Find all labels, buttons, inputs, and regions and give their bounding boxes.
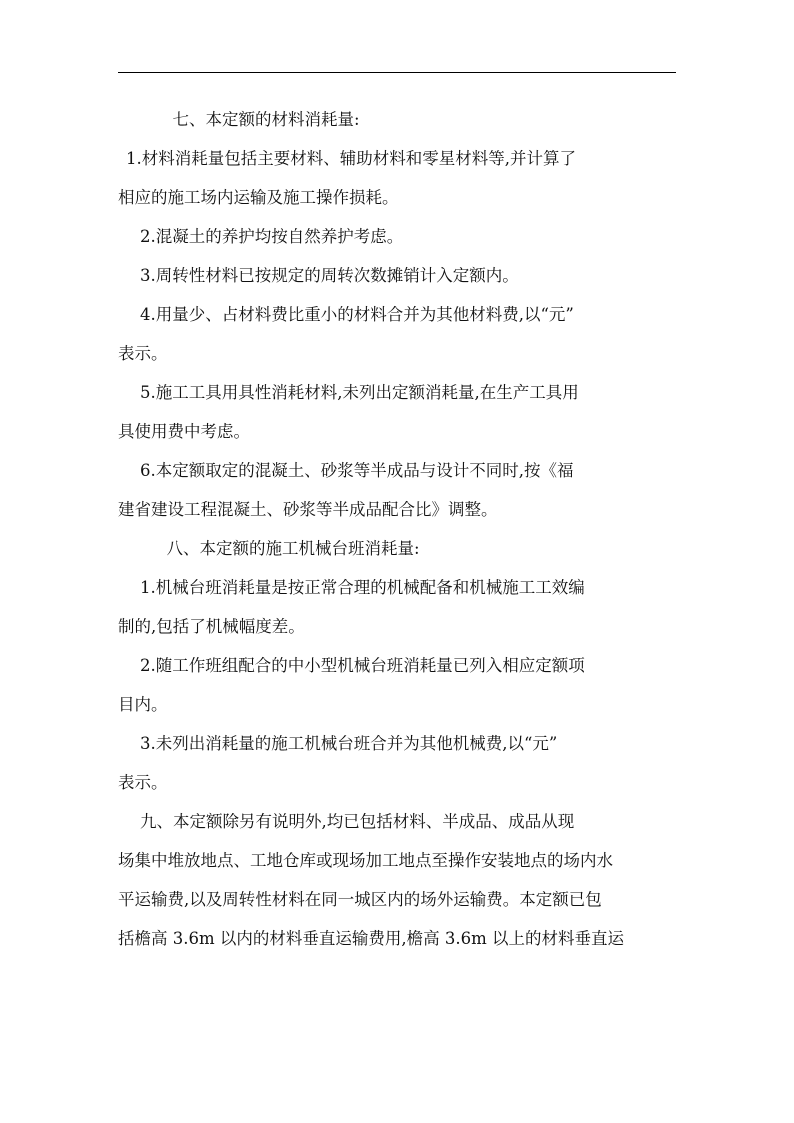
text-line: 括檐高 3.6m 以内的材料垂直运输费用,檐高 3.6m 以上的材料垂直运 [118, 929, 624, 948]
paragraph-7-6 [118, 451, 678, 529]
section-heading-9 [118, 802, 678, 958]
paragraph-8-2 [118, 646, 678, 724]
text-line: 建省建设工程混凝土、砂浆等半成品配合比》调整。 [118, 500, 498, 519]
text-line: 表示。 [118, 773, 168, 792]
paragraph-7-2 [118, 217, 678, 256]
text-line: 相应的施工场内运输及施工操作损耗。 [118, 188, 399, 207]
text-line: 制的,包括了机械幅度差。 [118, 617, 305, 636]
paragraph-7-3 [118, 256, 678, 295]
text-line: 表示。 [118, 344, 168, 363]
paragraph-8-3 [118, 724, 678, 802]
text-line: 具使用费中考虑。 [118, 422, 250, 441]
text-line: 目内。 [118, 695, 168, 714]
text-line: 3.周转性材料已按规定的周转次数摊销计入定额内。 [140, 266, 519, 285]
text-line: 4.用量少、占材料费比重小的材料合并为其他材料费,以“元” [140, 305, 574, 324]
paragraph-7-4 [118, 295, 678, 373]
paragraph-7-1 [118, 139, 678, 217]
text-line: 九、本定额除另有说明外,均已包括材料、半成品、成品从现 [140, 812, 575, 831]
text-line: 平运输费,以及周转性材料在同一城区内的场外运输费。本定额已包 [118, 890, 602, 909]
text-line: 八、本定额的施工机械台班消耗量: [166, 539, 420, 558]
text-line: 1.机械台班消耗量是按正常合理的机械配备和机械施工工效编 [140, 578, 585, 597]
section-heading-7 [118, 100, 678, 139]
text-line: 1.材料消耗量包括主要材料、辅助材料和零星材料等,并计算了 [126, 149, 576, 168]
text-line: 6.本定额取定的混凝土、砂浆等半成品与设计不同时,按《福 [140, 461, 574, 480]
header-rule [118, 72, 676, 73]
text-line: 5.施工工具用具性消耗材料,未列出定额消耗量,在生产工具用 [140, 383, 579, 402]
text-line: 2.混凝土的养护均按自然养护考虑。 [140, 227, 404, 246]
text-line: 2.随工作班组配合的中小型机械台班消耗量已列入相应定额项 [140, 656, 585, 675]
text-line: 七、本定额的材料消耗量: [172, 110, 360, 129]
paragraph-7-5 [118, 373, 678, 451]
text-line: 3.未列出消耗量的施工机械台班合并为其他机械费,以“元” [140, 734, 558, 753]
paragraph-8-1 [118, 568, 678, 646]
text-line: 场集中堆放地点、工地仓库或现场加工地点至操作安装地点的场内水 [118, 851, 613, 870]
document-body [118, 100, 678, 958]
section-heading-8 [118, 529, 678, 568]
